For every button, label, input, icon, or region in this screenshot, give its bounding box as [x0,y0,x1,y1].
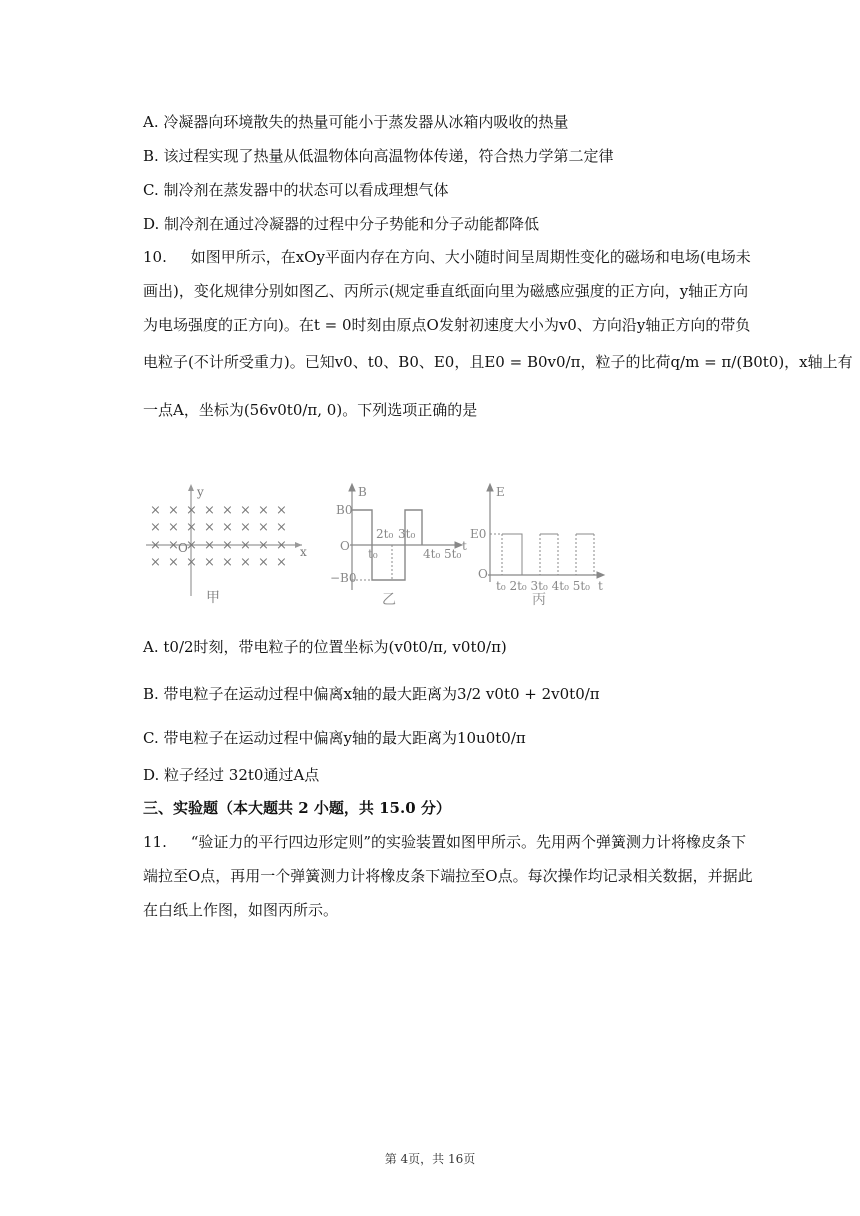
q10-figure-svg [140,478,610,608]
field-cross-icon: × [150,520,161,535]
field-cross-icon: × [168,503,179,518]
field-cross-icon: × [276,503,287,518]
q10-text-1: 如图甲所示，在xOy平面内存在方向、大小随时间呈周期性变化的磁场和电场(电场未 [190,248,751,266]
field-cross-icon: × [258,538,269,553]
field-cross-icon: × [168,555,179,570]
field-cross-icon: × [168,520,179,535]
field-cross-icon: × [276,555,287,570]
q10-option-d: D. 粒子经过 32t0通过A点 [143,766,320,784]
field-cross-icon: × [222,520,233,535]
figure-bing [470,484,604,608]
field-cross-icon: × [258,503,269,518]
bing-label: 丙 [532,592,546,608]
field-cross-icon: × [150,538,161,553]
yi-axis-B: B [358,485,367,499]
q10-figure [140,478,610,612]
field-cross-icon: × [240,503,251,518]
q10-line4: 电粒子(不计所受重力)。已知v0、t0、B0、E0，且E0 = B0v0/π，粒子的比荷q/m = π/(B0t0)，x轴上有 [143,353,853,371]
field-cross-icon: × [222,503,233,518]
field-cross-icon: × [204,555,215,570]
jia-origin: O [178,541,188,555]
q10-option-a: A. t0/2时刻，带电粒子的位置坐标为(v0t0/π, v0t0/π) [143,638,507,656]
field-cross-icon: × [150,555,161,570]
q9-option-d: D. 制冷剂在通过冷凝器的过程中分子势能和分子动能都降低 [143,215,540,233]
q9-option-b: B. 该过程实现了热量从低温物体向高温物体传递，符合热力学第二定律 [143,147,614,165]
field-cross-icon: × [186,555,197,570]
field-cross-icon: × [186,538,197,553]
q11-line3: 在白纸上作图，如图丙所示。 [143,901,339,919]
yi-B0: B0 [336,503,353,517]
q10-line2: 画出)，变化规律分别如图乙、丙所示(规定垂直纸面向里为磁感应强度的正方向，y轴正方向 [143,282,749,300]
field-cross-icon: × [168,538,179,553]
q11-text-1: “验证力的平行四边形定则”的实验装置如图甲所示。先用两个弹簧测力计将橡皮条下 [190,833,747,851]
field-cross-icon: × [222,538,233,553]
field-cross-icon: × [258,555,269,570]
figure-jia [146,484,307,606]
yi-axis-t: t [462,539,467,553]
field-cross-icon: × [240,538,251,553]
q10-option-c: C. 带电粒子在运动过程中偏离y轴的最大距离为10u0t0/π [143,729,526,747]
field-cross-icon: × [240,555,251,570]
field-cross-icon: × [240,520,251,535]
field-cross-icon: × [204,520,215,535]
q10-line5: 一点A，坐标为(56v0t0/π, 0)。下列选项正确的是 [143,401,478,419]
jia-label: 甲 [206,590,220,606]
q9-option-c: C. 制冷剂在蒸发器中的状态可以看成理想气体 [143,181,449,199]
field-cross-icon: × [186,503,197,518]
q11-line1 [143,832,749,852]
field-cross-icon: × [276,538,287,553]
bing-ticks: t₀ 2t₀ 3t₀ 4t₀ 5t₀ [496,579,590,593]
q10-number: 10. [143,248,167,266]
jia-axis-y: y [197,485,204,499]
yi-minus-B0: −B0 [330,571,357,585]
q11-line2: 端拉至O点，再用一个弹簧测力计将橡皮条下端拉至O点。每次操作均记录相关数据，并据此 [143,867,753,885]
bing-axis-E: E [496,485,505,499]
field-cross-icon: × [186,520,197,535]
yi-tick-4t0: 4t₀ [423,547,441,561]
q10-line3: 为电场强度的正方向)。在t = 0时刻由原点O发射初速度大小为v0、方向沿y轴正方向的带负 [143,316,751,334]
bing-origin: O [478,567,488,581]
yi-label: 乙 [382,592,396,608]
yi-tick-5t0: 5t₀ [444,547,462,561]
section-3-header: 三、实验题（本大题共 2 小题，共 15.0 分） [143,799,451,817]
field-cross-icon: × [222,555,233,570]
q11-number: 11. [143,833,167,851]
field-cross-icon: × [204,538,215,553]
yi-tick-3t0: 3t₀ [398,527,416,541]
bing-E0: E0 [470,527,487,541]
field-cross-icon: × [258,520,269,535]
figure-yi [330,484,467,608]
jia-axis-x: x [300,545,307,559]
bing-axis-t: t [598,579,603,593]
q10-line1 [143,247,749,267]
q10-option-b: B. 带电粒子在运动过程中偏离x轴的最大距离为3/2 v0t0 + 2v0t0/π [143,685,600,703]
field-cross-icon: × [276,520,287,535]
field-cross-icon: × [150,503,161,518]
yi-tick-2t0: 2t₀ [376,527,394,541]
yi-tick-t0: t₀ [368,547,378,561]
page-footer: 第 4页，共 16页 [384,1152,476,1166]
q9-option-a: A. 冷凝器向环境散失的热量可能小于蒸发器从冰箱内吸收的热量 [143,113,569,131]
yi-origin: O [340,539,350,553]
field-cross-icon: × [204,503,215,518]
